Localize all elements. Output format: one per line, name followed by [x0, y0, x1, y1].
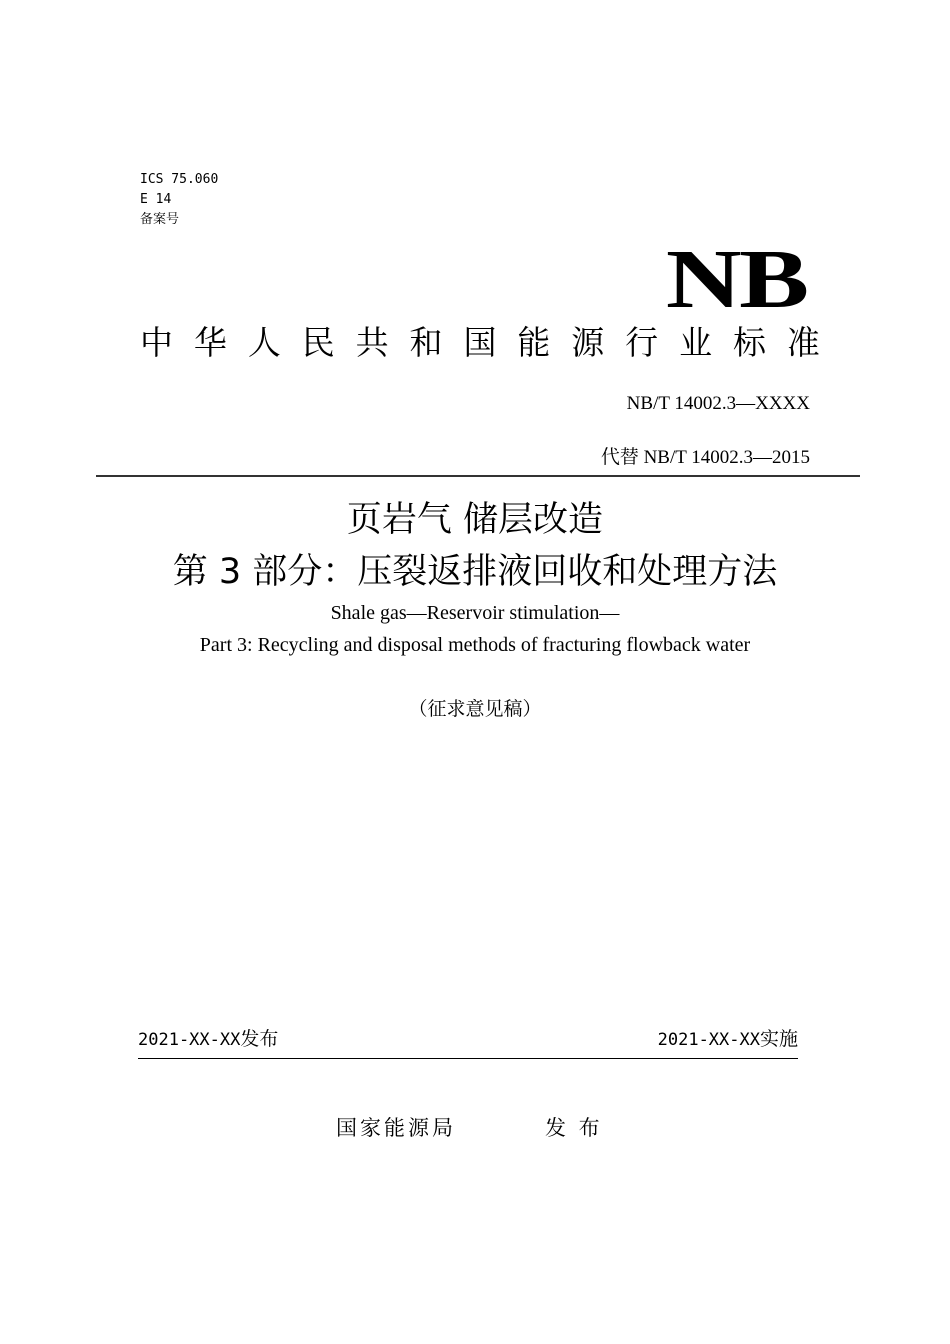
standard-type-title	[140, 320, 820, 366]
implement-label: 实施	[759, 1028, 798, 1050]
publish-label: 发布	[240, 1028, 279, 1050]
standard-code: NB/T 14002.3—XXXX	[626, 393, 810, 414]
ccs-code: E 14	[140, 192, 172, 207]
ics-code: ICS 75.060	[140, 172, 219, 187]
title-line-2: 第 3 部分：压裂返排液回收和处理方法	[172, 552, 778, 592]
title-char: 共	[355, 323, 389, 362]
title-char: 行	[625, 323, 659, 362]
publish-date	[138, 1024, 278, 1051]
issuer-action: 发 布	[545, 1116, 603, 1140]
title-char: 和	[409, 323, 443, 362]
issuer-name: 国家能源局	[336, 1116, 456, 1140]
title-char: 华	[193, 323, 227, 362]
title-char: 业	[679, 323, 713, 362]
title-char: 民	[301, 323, 335, 362]
english-title-line-2: Part 3: Recycling and disposal methods of fracturing flowback water	[199, 634, 751, 656]
implement-date	[658, 1024, 798, 1051]
title-char: 国	[463, 323, 497, 362]
publish-date-value: 2021-XX-XX	[138, 1030, 241, 1050]
title-char: 能	[517, 323, 551, 362]
record-number-label: 备案号	[140, 212, 180, 227]
nb-logo: NB	[666, 233, 807, 326]
draft-label: （征求意见稿）	[408, 698, 542, 720]
english-title-line-1: Shale gas—Reservoir stimulation—	[330, 602, 620, 624]
title-char: 中	[140, 323, 173, 362]
title-char: 准	[786, 323, 820, 362]
title-line-1: 页岩气 储层改造	[346, 500, 604, 540]
title-char: 标	[732, 323, 766, 362]
title-char: 人	[247, 323, 281, 362]
replaces-code: 代替 NB/T 14002.3—2015	[600, 447, 810, 468]
implement-date-value: 2021-XX-XX	[657, 1030, 760, 1050]
title-char: 源	[571, 323, 605, 362]
divider	[138, 1058, 798, 1059]
divider	[96, 475, 860, 477]
